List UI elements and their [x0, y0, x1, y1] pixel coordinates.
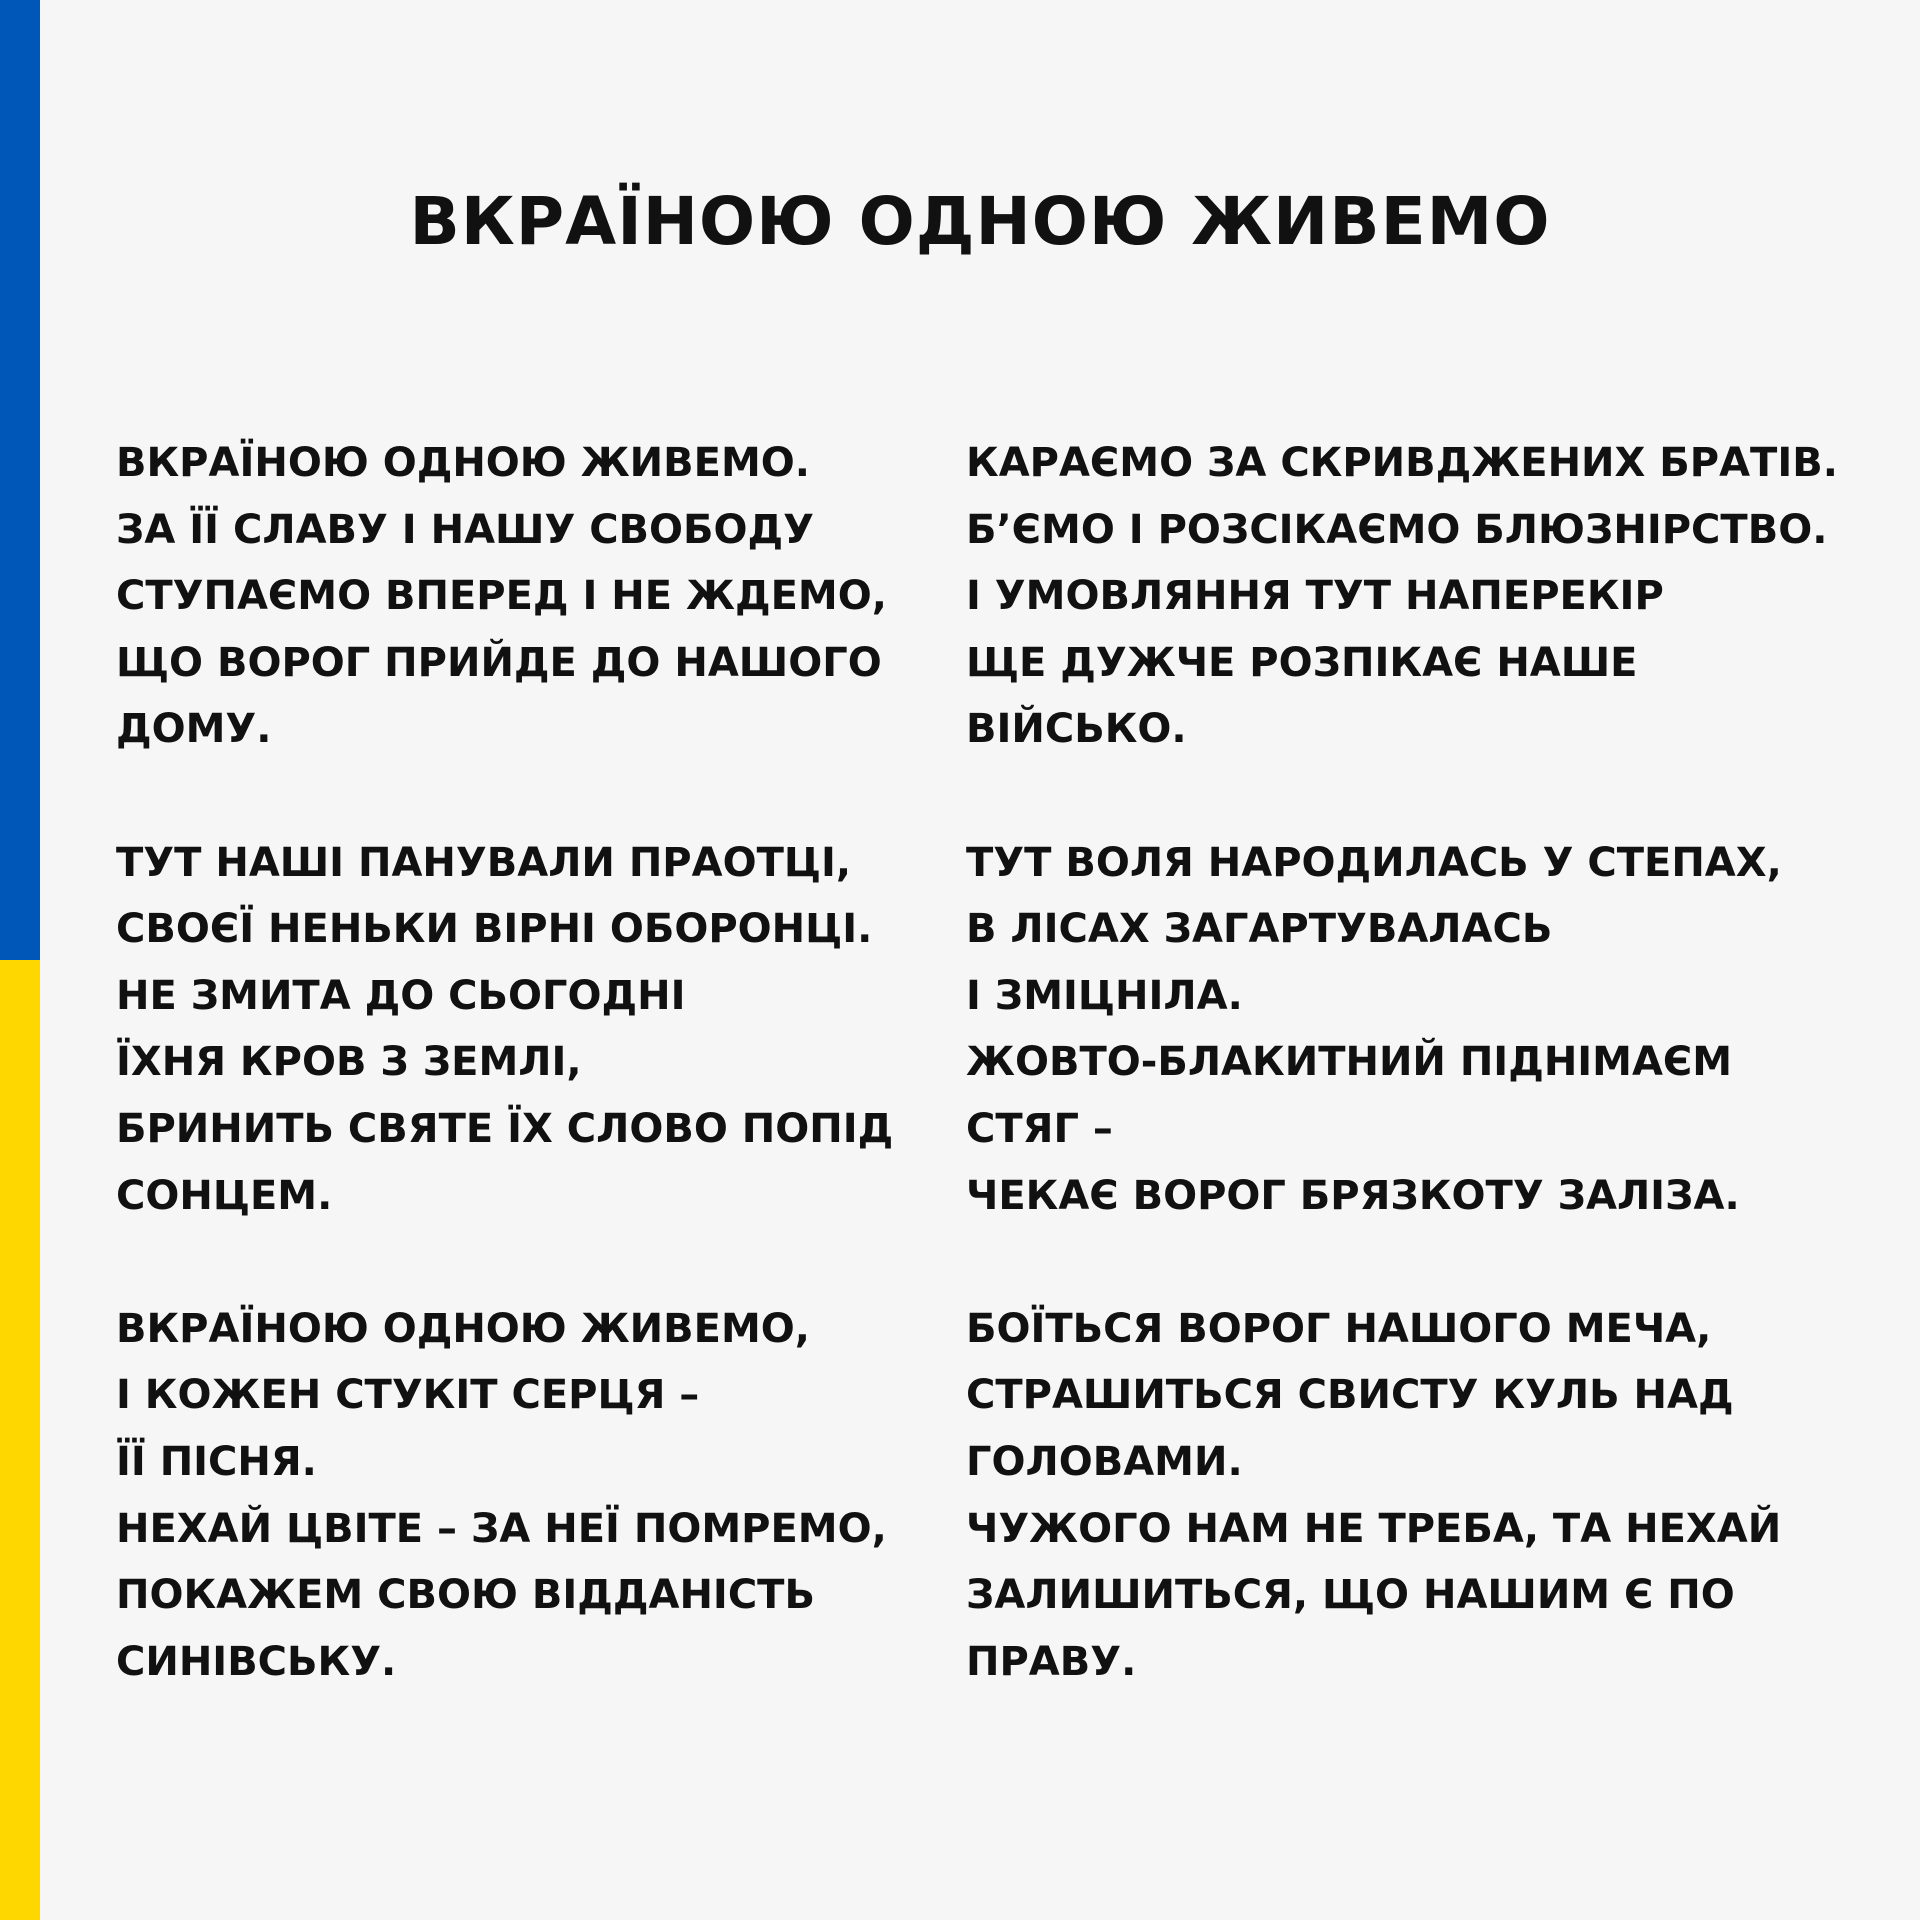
verse-line: СВОЄЇ НЕНЬКИ ВІРНІ ОБОРОНЦІ.: [116, 906, 873, 953]
ukrainian-flag-stripe: [0, 0, 40, 1920]
stanza: [116, 430, 916, 763]
left-column: [116, 430, 916, 1762]
page-title: ВКРАЇНОЮ ОДНОЮ ЖИВЕМО: [409, 183, 1551, 260]
verse-line: НЕ ЗМИТА ДО СЬОГОДНІ: [116, 972, 686, 1019]
verse-line: СТЯГ –: [966, 1105, 1113, 1152]
verse-line: БРИНИТЬ СВЯТЕ ЇХ СЛОВО ПОПІД: [116, 1105, 894, 1152]
verse-line: ЗА ЇЇ СЛАВУ І НАШУ СВОБОДУ: [116, 506, 815, 553]
verse-line: В ЛІСАХ ЗАГАРТУВАЛАСЬ: [966, 906, 1553, 953]
verse-line: ЇХНЯ КРОВ З ЗЕМЛІ,: [116, 1039, 582, 1086]
verse-line: ПОКАЖЕМ СВОЮ ВІДДАНІСТЬ: [116, 1572, 815, 1619]
flag-blue-band: [0, 0, 40, 960]
verse-line: ГОЛОВАМИ.: [966, 1438, 1243, 1485]
flag-yellow-band: [0, 960, 40, 1920]
verse-line: І УМОВЛЯННЯ ТУТ НАПЕРЕКІР: [966, 573, 1664, 620]
verse-line: СОНЦЕМ.: [116, 1172, 333, 1219]
verse-line: ВКРАЇНОЮ ОДНОЮ ЖИВЕМО.: [116, 440, 810, 486]
stanza: [116, 830, 916, 1230]
verse-line: ЖОВТО-БЛАКИТНИЙ ПІДНІМАЄМ: [966, 1039, 1733, 1086]
verse-line: ВІЙСЬКО.: [966, 706, 1187, 753]
right-column: [966, 430, 1866, 1762]
verse-line: СТРАШИТЬСЯ СВИСТУ КУЛЬ НАД: [966, 1372, 1734, 1419]
stanza: [966, 430, 1866, 763]
verse-line: ЩО ВОРОГ ПРИЙДЕ ДО НАШОГО: [116, 639, 882, 686]
verse-line: ЧЕКАЄ ВОРОГ БРЯЗКОТУ ЗАЛІЗА.: [966, 1172, 1740, 1219]
verse-line: І КОЖЕН СТУКІТ СЕРЦЯ –: [116, 1372, 700, 1419]
stanza: [116, 1296, 916, 1696]
stanza: [966, 830, 1866, 1230]
verse-line: ТУТ НАШІ ПАНУВАЛИ ПРАОТЦІ,: [116, 839, 852, 886]
verse-line: СИНІВСЬКУ.: [116, 1638, 397, 1685]
stanza: [966, 1296, 1866, 1696]
verse-line: ЗАЛИШИТЬСЯ, ЩО НАШИМ Є ПО: [966, 1572, 1735, 1619]
verse-line: ДОМУ.: [116, 706, 272, 753]
verse-line: ЧУЖОГО НАМ НЕ ТРЕБА, ТА НЕХАЙ: [966, 1505, 1782, 1552]
verse-line: І ЗМІЦНІЛА.: [966, 972, 1243, 1019]
verse-line: ВКРАЇНОЮ ОДНОЮ ЖИВЕМО,: [116, 1305, 810, 1352]
verse-line: ЩЕ ДУЖЧЕ РОЗПІКАЄ НАШЕ: [966, 639, 1638, 686]
verse-line: БОЇТЬСЯ ВОРОГ НАШОГО МЕЧА,: [966, 1305, 1712, 1352]
verse-line: СТУПАЄМО ВПЕРЕД І НЕ ЖДЕМО,: [116, 573, 887, 620]
verse-line: Б’ЄМО І РОЗСІКАЄМО БЛЮЗНІРСТВО.: [966, 506, 1828, 553]
verse-line: КАРАЄМО ЗА СКРИВДЖЕНИХ БРАТІВ.: [966, 440, 1838, 486]
verse-line: ЇЇ ПІСНЯ.: [116, 1438, 317, 1485]
verse-line: НЕХАЙ ЦВІТЕ – ЗА НЕЇ ПОМРЕМО,: [116, 1505, 887, 1552]
verse-line: ПРАВУ.: [966, 1638, 1137, 1685]
verse-line: ТУТ ВОЛЯ НАРОДИЛАСЬ У СТЕПАХ,: [966, 839, 1782, 886]
